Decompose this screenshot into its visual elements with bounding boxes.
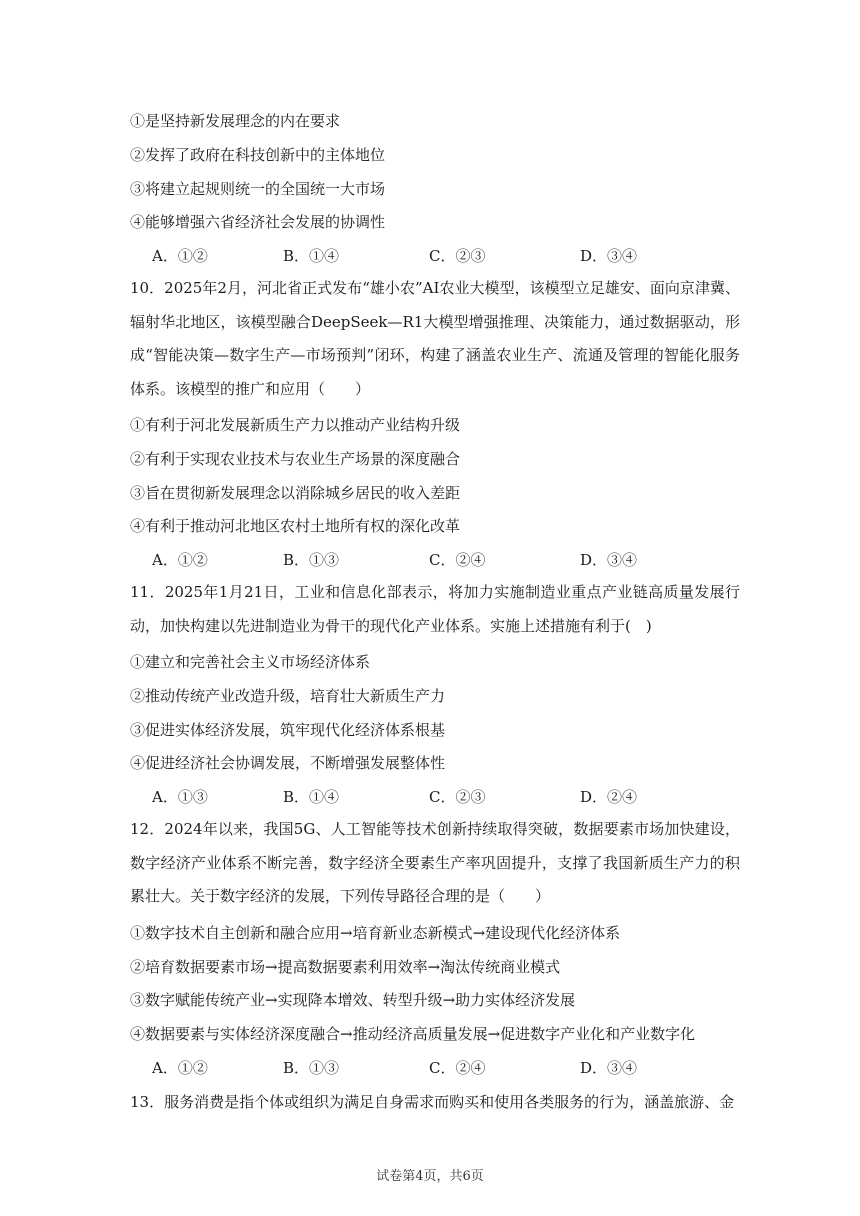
q12-option-d[interactable]: D．③④	[580, 1059, 638, 1077]
q10-option-a[interactable]: A．①②	[152, 551, 208, 569]
q12-statement-1: ①数字技术自主创新和融合应用→培育新业态新模式→建设现代化经济体系	[130, 924, 621, 942]
q12-statement-4: ④数据要素与实体经济深度融合→推动经济高质量发展→促进数字产业化和产业数字化	[130, 1025, 696, 1043]
q9-statement-1: ①是坚持新发展理念的内在要求	[130, 112, 341, 130]
q11-statement-2: ②推动传统产业改造升级，培育壮大新质生产力	[130, 687, 446, 705]
q9-statement-3: ③将建立起规则统一的全国统一大市场	[130, 180, 386, 198]
q10-option-d[interactable]: D．③④	[580, 551, 638, 569]
q10-option-c[interactable]: C．②④	[429, 551, 486, 569]
q9-option-a[interactable]: A．①②	[152, 247, 208, 265]
q10-statement-2: ②有利于实现农业技术与农业生产场景的深度融合	[130, 450, 461, 468]
q10-option-b[interactable]: B．①③	[283, 551, 340, 569]
q11-option-d[interactable]: D．②④	[580, 788, 638, 806]
q12-options	[152, 1058, 712, 1078]
q11-statement-3: ③促进实体经济发展，筑牢现代化经济体系根基	[130, 721, 446, 739]
q9-statement-4: ④能够增强六省经济社会发展的协调性	[130, 213, 386, 231]
q12-option-c[interactable]: C．②④	[429, 1059, 486, 1077]
q11-statement-1: ①建立和完善社会主义市场经济体系	[130, 653, 371, 671]
q10-options	[152, 550, 712, 570]
q12-option-b[interactable]: B．①③	[283, 1059, 340, 1077]
q10-stem: 10．2025年2月，河北省正式发布“雄小农”AI农业大模型，该模型立足雄安、面向京津冀、辐射华北地区，该模型融合DeepSeek—R1大模型增强推理、决策能力，通过数据驱动，形成“智能决策—数字生产—市场预判”闭环，构建了涵盖农业生产、流通及管理的智能化服务体系。该模型的推广和应用（ ）	[130, 279, 740, 398]
q9-option-d[interactable]: D．③④	[580, 247, 638, 265]
q10-statement-4: ④有利于推动河北地区农村土地所有权的深化改革	[130, 517, 461, 535]
q9-option-b[interactable]: B．①④	[283, 247, 340, 265]
q12-statement-3: ③数字赋能传统产业→实现降本增效、转型升级→助力实体经济发展	[130, 991, 576, 1009]
q12-stem: 12．2024年以来，我国5G、人工智能等技术创新持续取得突破，数据要素市场加快建设，数字经济产业体系不断完善，数字经济全要素生产率巩固提升，支撑了我国新质生产力的积累壮大。关于数字经济的发展，下列传导路径合理的是（ ）	[130, 820, 740, 906]
q11-option-c[interactable]: C．②③	[429, 788, 486, 806]
q9-options	[152, 246, 712, 266]
q10-statement-1: ①有利于河北发展新质生产力以推动产业结构升级	[130, 416, 461, 434]
q11-option-a[interactable]: A．①③	[152, 788, 208, 806]
q10-statement-3: ③旨在贯彻新发展理念以消除城乡居民的收入差距	[130, 484, 461, 502]
q13-stem: 13．服务消费是指个体或组织为满足自身需求而购买和使用各类服务的行为，涵盖旅游、金	[130, 1093, 735, 1111]
q11-option-b[interactable]: B．①④	[283, 788, 340, 806]
q12-option-a[interactable]: A．①②	[152, 1059, 208, 1077]
page-footer: 试卷第4页，共6页	[376, 1169, 484, 1184]
q9-statement-2: ②发挥了政府在科技创新中的主体地位	[130, 146, 386, 164]
q11-options	[152, 787, 712, 807]
q9-option-c[interactable]: C．②③	[429, 247, 486, 265]
q11-statement-4: ④促进经济社会协调发展，不断增强发展整体性	[130, 754, 446, 772]
q11-stem: 11．2025年1月21日，工业和信息化部表示，将加力实施制造业重点产业链高质量发展行动，加快构建以先进制造业为骨干的现代化产业体系。实施上述措施有利于( )	[130, 583, 740, 635]
q12-statement-2: ②培育数据要素市场→提高数据要素利用效率→淘汰传统商业模式	[130, 958, 561, 976]
